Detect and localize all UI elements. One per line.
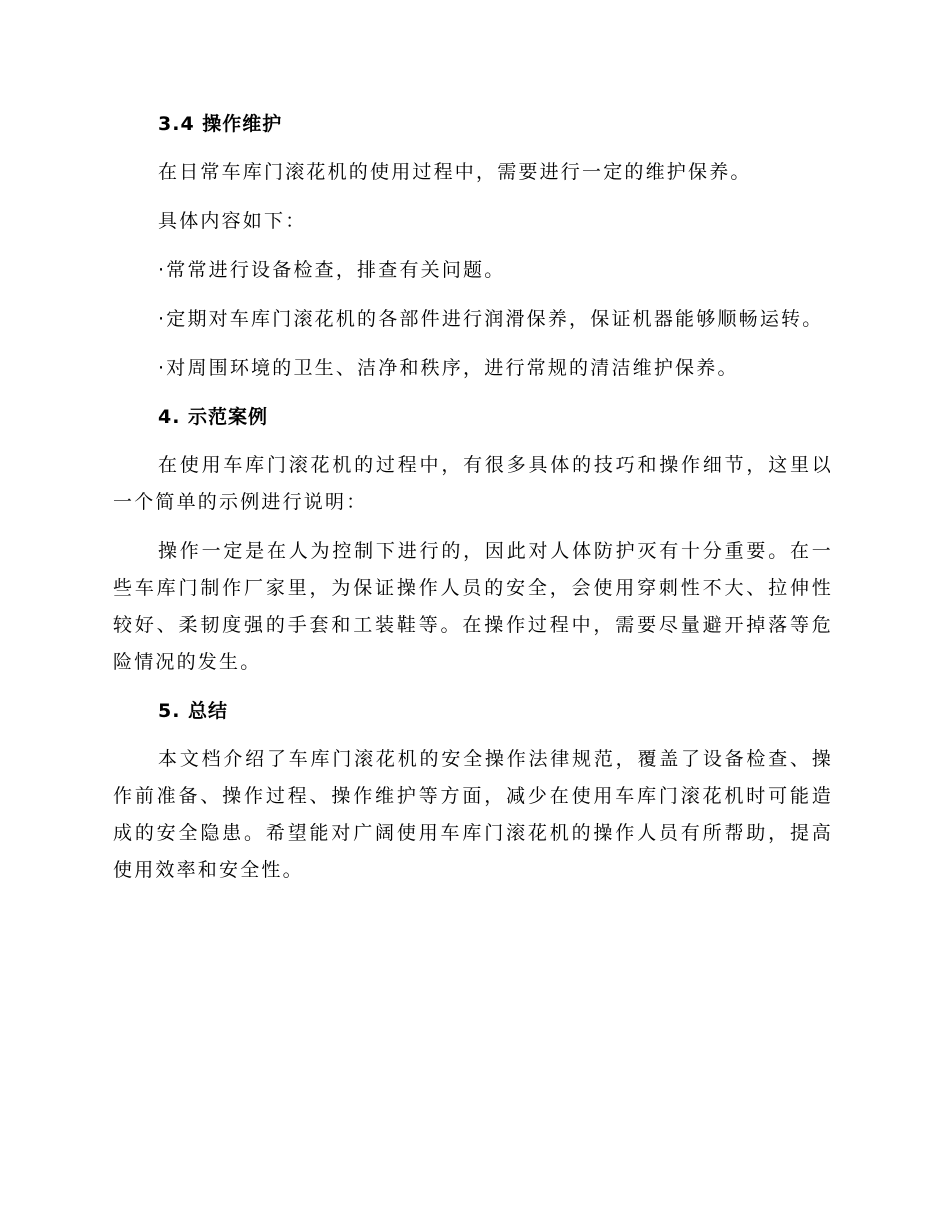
bullet-item-3: ·对周围环境的卫生、洁净和秩序，进行常规的清洁维护保养。 xyxy=(158,357,739,379)
bullet-item-1: ·常常进行设备检查，排查有关问题。 xyxy=(158,259,506,281)
section-4-paragraph-1: 在使用车库门滚花机的过程中，有很多具体的技巧和操作细节，这里以一个简单的示例进行说明： xyxy=(113,454,833,513)
document-body xyxy=(113,106,833,889)
section-3-4-heading: 3.4 操作维护 xyxy=(158,113,283,135)
section-4-heading: 4. 示范案例 xyxy=(158,406,269,428)
bullet-item-2: ·定期对车库门滚花机的各部件进行润滑保养，保证机器能够顺畅运转。 xyxy=(158,308,824,330)
section-4-paragraph-2: 操作一定是在人为控制下进行的，因此对人体防护灭有十分重要。在一些车库门制作厂家里，为保证操作人员的安全，会使用穿刺性不大、拉伸性较好、柔韧度强的手套和工装鞋等。在操作过程中，需要尽量避开掉落等危险情况的发生。 xyxy=(113,540,833,673)
section-3-4-lead: 具体内容如下： xyxy=(158,210,307,232)
section-5-paragraph: 本文档介绍了车库门滚花机的安全操作法律规范，覆盖了设备检查、操作前准备、操作过程、操作维护等方面，减少在使用车库门滚花机时可能造成的安全隐患。希望能对广阔使用车库门滚花机的操作人员有所帮助，提高使用效率和安全性。 xyxy=(113,748,833,881)
section-3-4-intro: 在日常车库门滚花机的使用过程中，需要进行一定的维护保养。 xyxy=(158,161,752,183)
section-5-heading: 5. 总结 xyxy=(158,700,229,722)
